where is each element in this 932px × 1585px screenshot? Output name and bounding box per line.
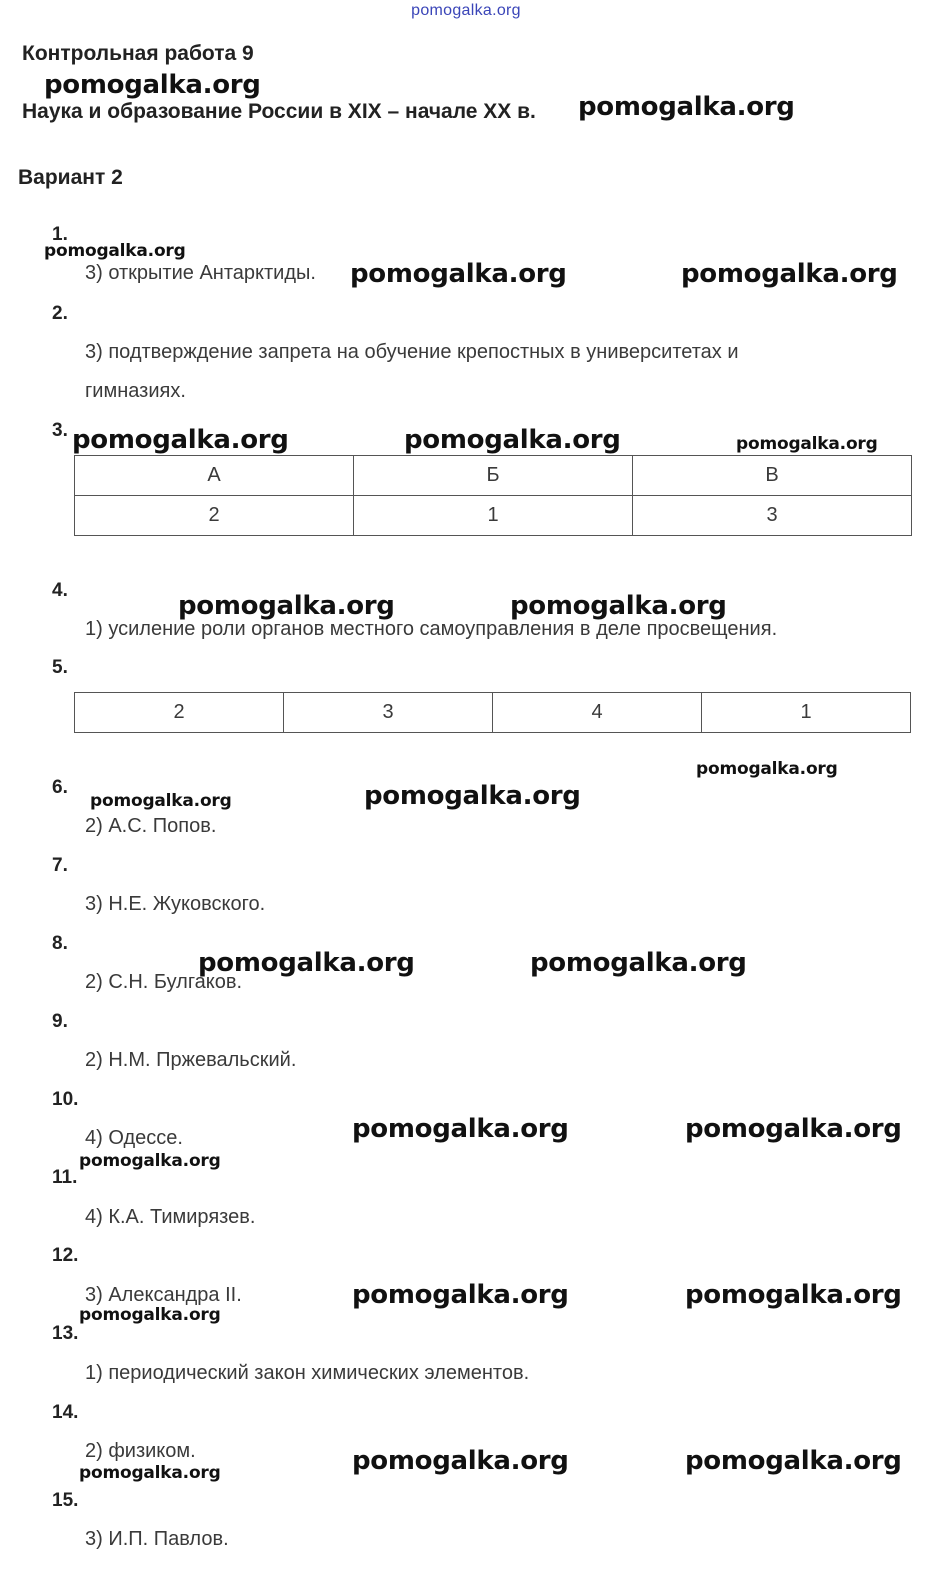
question-number: 4.	[52, 580, 68, 601]
question-number: 9.	[52, 1011, 68, 1032]
answer-text: 3) Александра II.	[85, 1284, 242, 1306]
watermark: pomogalka.org	[350, 259, 567, 289]
answer-text: 2) физиком.	[85, 1440, 196, 1462]
question-number: 10.	[52, 1089, 79, 1110]
answer-text: 4) К.А. Тимирязев.	[85, 1206, 256, 1228]
watermark: pomogalka.org	[352, 1280, 569, 1310]
table-header-cell: Б	[354, 456, 633, 496]
watermark: pomogalka.org	[90, 791, 232, 811]
answer-text: 3) открытие Антарктиды.	[85, 262, 316, 284]
watermark: pomogalka.org	[72, 425, 289, 455]
watermark: pomogalka.org	[681, 259, 898, 289]
table-row	[75, 456, 912, 496]
watermark: pomogalka.org	[352, 1114, 569, 1144]
table-header-cell: А	[75, 456, 354, 496]
answer-text: гимназиях.	[85, 380, 186, 402]
answer-text: 1) усиление роли органов местного самоуправления в деле просвещения.	[85, 618, 778, 640]
question-number: 2.	[52, 303, 68, 324]
page-subtitle: Наука и образование России в XIX – начале XX в.	[22, 100, 536, 123]
watermark: pomogalka.org	[530, 948, 747, 978]
table-cell: 1	[354, 496, 633, 536]
answer-text: 2) С.Н. Булгаков.	[85, 971, 243, 993]
question-number: 8.	[52, 933, 68, 954]
watermark: pomogalka.org	[685, 1280, 902, 1310]
watermark: pomogalka.org	[364, 781, 581, 811]
question-number: 5.	[52, 657, 68, 678]
watermark: pomogalka.org	[79, 1151, 221, 1171]
top-site-watermark: pomogalka.org	[411, 2, 521, 19]
answer-text: 2) Н.М. Пржевальский.	[85, 1049, 297, 1071]
table-header-cell: В	[633, 456, 912, 496]
answer-text: 1) периодический закон химических элементов.	[85, 1362, 530, 1384]
watermark: pomogalka.org	[178, 591, 395, 621]
table-cell: 4	[493, 693, 702, 733]
watermark: pomogalka.org	[510, 591, 727, 621]
table-cell: 3	[284, 693, 493, 733]
table-cell: 2	[75, 496, 354, 536]
table-row	[75, 693, 911, 733]
question-number: 14.	[52, 1402, 79, 1423]
answer-text: 4) Одессе.	[85, 1127, 183, 1149]
watermark: pomogalka.org	[198, 948, 415, 978]
table-cell: 3	[633, 496, 912, 536]
question-number: 3.	[52, 420, 68, 441]
answer-text: 3) И.П. Павлов.	[85, 1528, 229, 1550]
answer-table-q3	[74, 455, 912, 536]
answer-text: 3) Н.Е. Жуковского.	[85, 893, 266, 915]
answer-table-q5	[74, 692, 911, 733]
answer-text: 3) подтверждение запрета на обучение крепостных в университетах и	[85, 341, 739, 363]
watermark: pomogalka.org	[685, 1446, 902, 1476]
table-cell: 1	[702, 693, 911, 733]
watermark: pomogalka.org	[44, 70, 261, 100]
watermark: pomogalka.org	[44, 241, 186, 261]
question-number: 6.	[52, 777, 68, 798]
watermark: pomogalka.org	[79, 1305, 221, 1325]
watermark: pomogalka.org	[696, 759, 838, 779]
table-row	[75, 496, 912, 536]
question-number: 12.	[52, 1245, 79, 1266]
page-title: Контрольная работа 9	[22, 42, 254, 65]
question-number: 13.	[52, 1323, 79, 1344]
question-number: 1.	[52, 224, 68, 245]
question-number: 11.	[52, 1167, 78, 1188]
watermark: pomogalka.org	[736, 434, 878, 454]
variant-heading: Вариант 2	[18, 166, 123, 189]
answer-text: 2) А.С. Попов.	[85, 815, 217, 837]
table-cell: 2	[75, 693, 284, 733]
question-number: 7.	[52, 855, 68, 876]
watermark: pomogalka.org	[352, 1446, 569, 1476]
watermark: pomogalka.org	[685, 1114, 902, 1144]
watermark: pomogalka.org	[578, 92, 795, 122]
watermark: pomogalka.org	[79, 1463, 221, 1483]
watermark: pomogalka.org	[404, 425, 621, 455]
question-number: 15.	[52, 1490, 79, 1511]
